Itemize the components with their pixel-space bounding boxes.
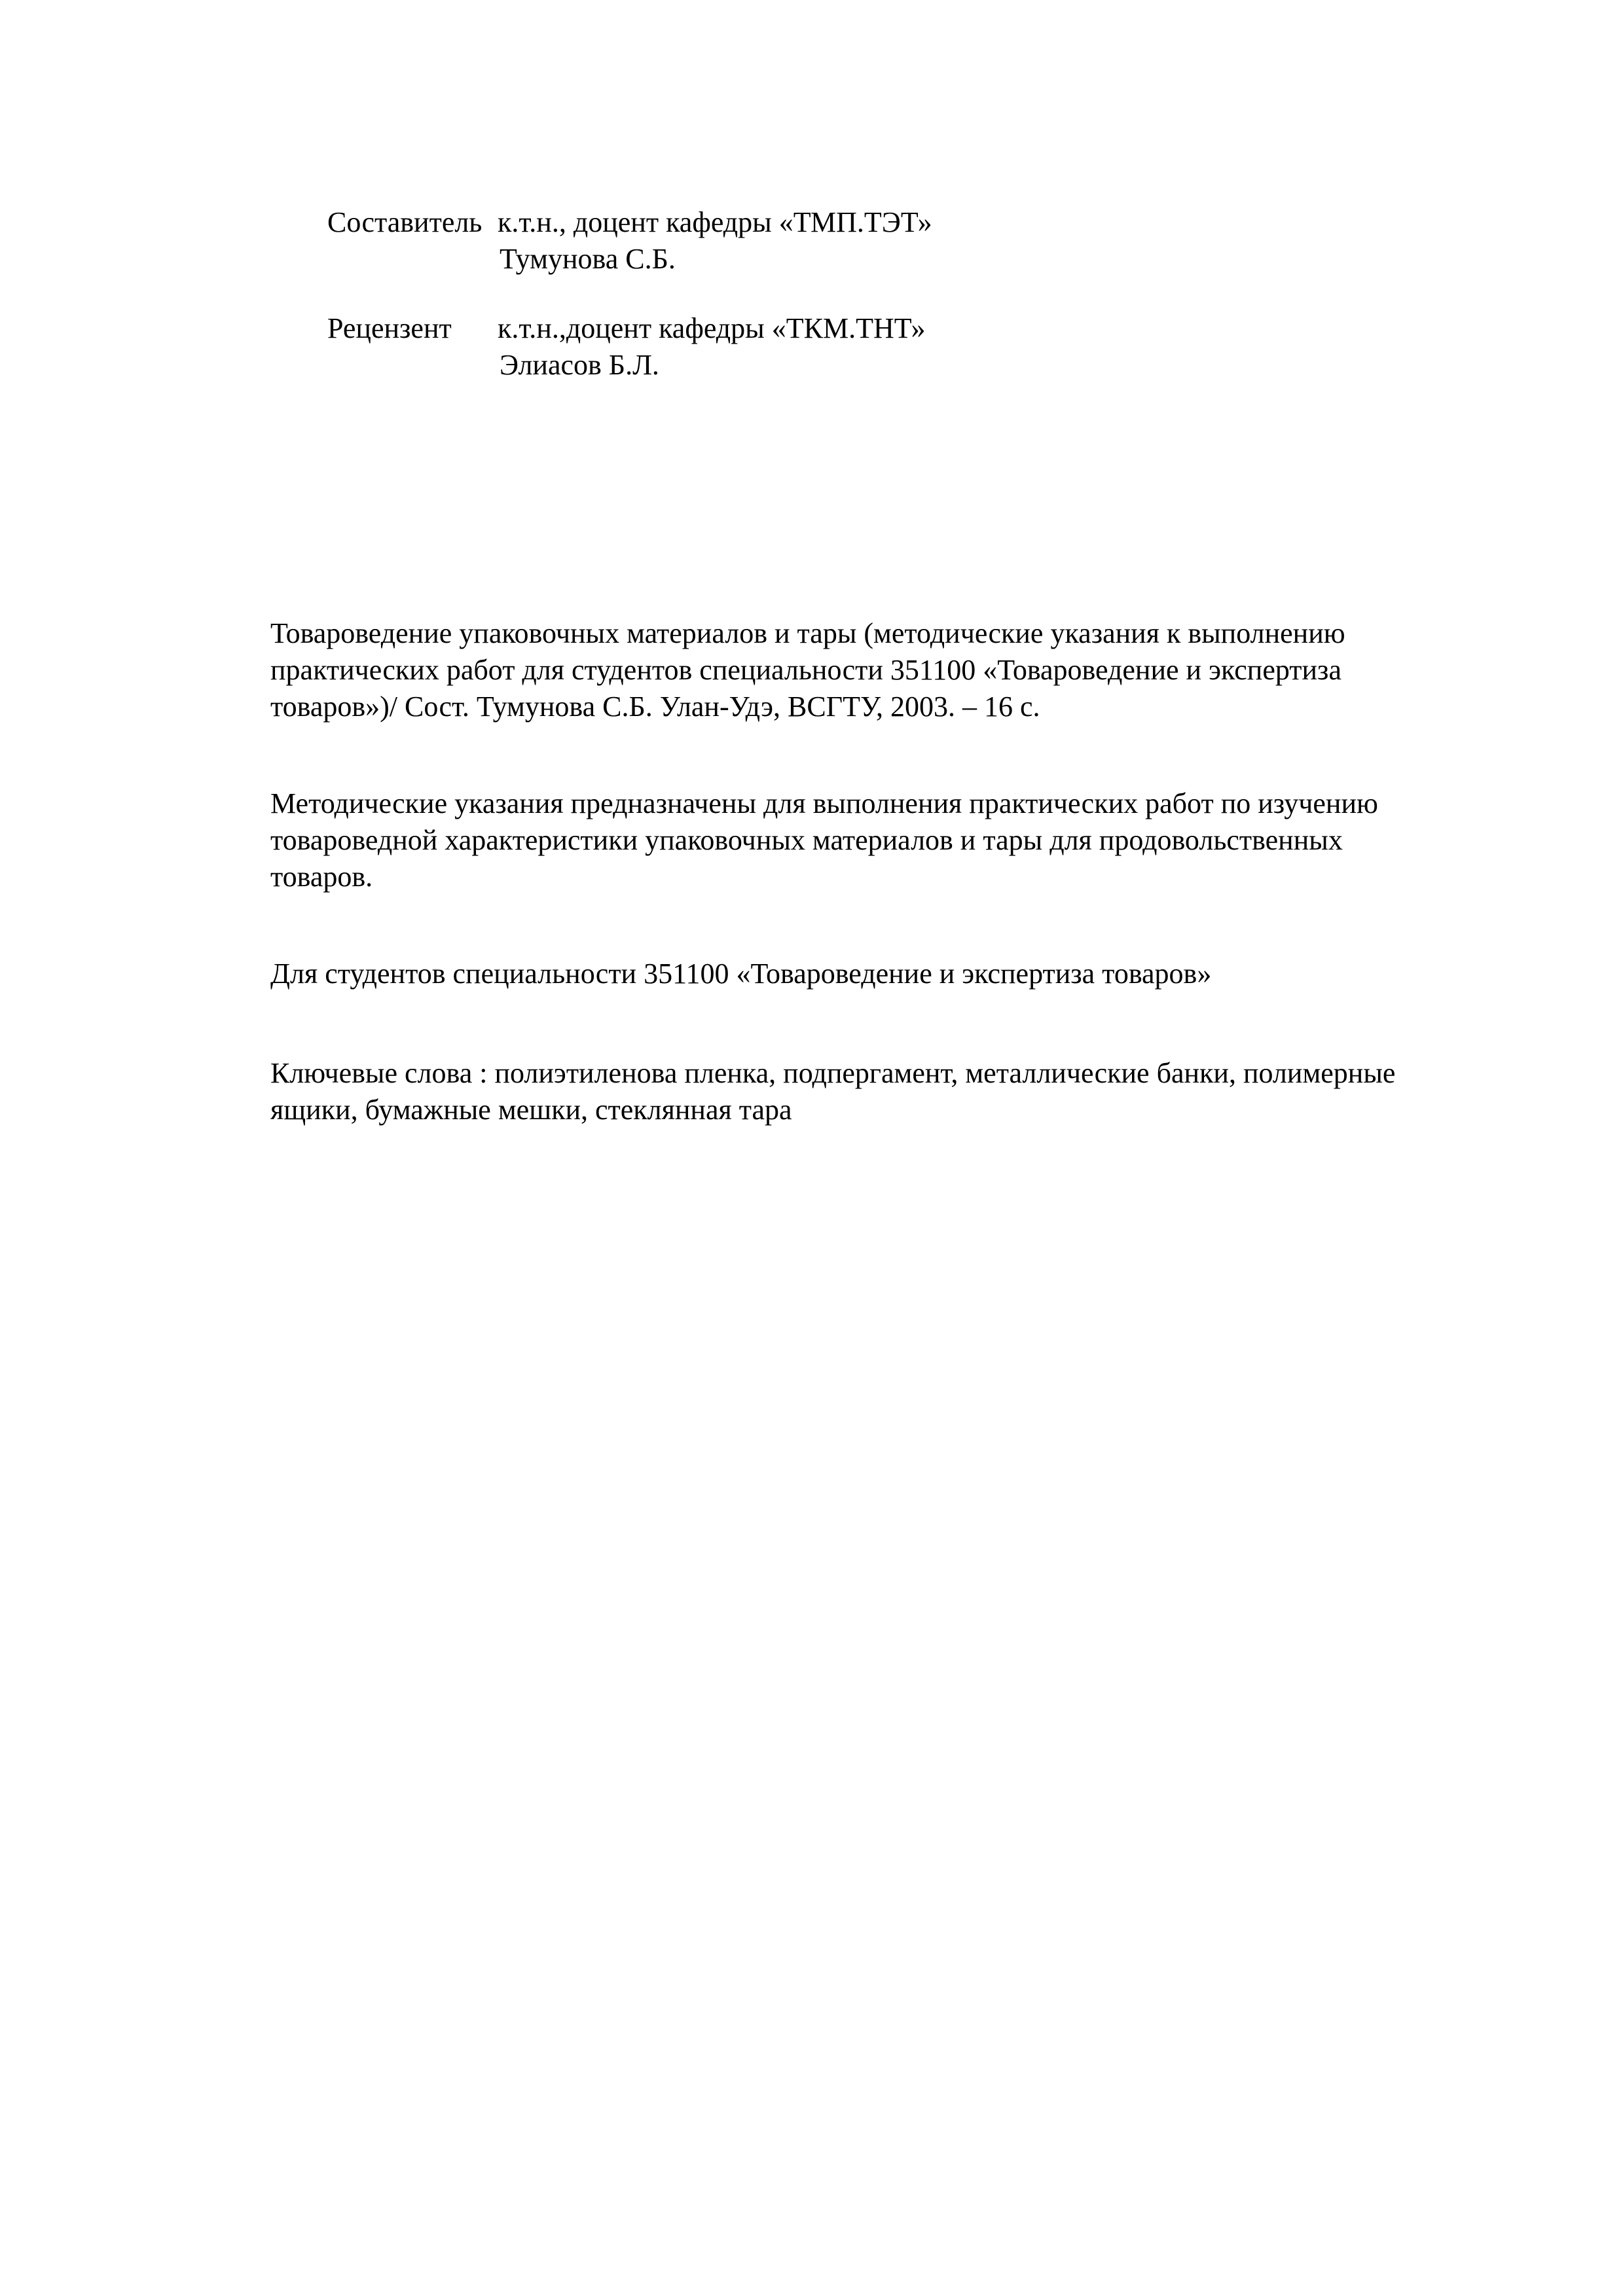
annotation-paragraph <box>270 785 1462 895</box>
credits-block <box>327 204 1178 384</box>
compiler-label: Составитель <box>327 206 483 238</box>
audience-paragraph <box>270 956 1462 992</box>
audience-text: Для студентов специальности 351100 «Товароведение и экспертиза товаров» <box>270 958 1212 990</box>
keywords-line: ящики, бумажные мешки, стеклянная тара <box>270 1094 792 1126</box>
bibliographic-description <box>270 615 1462 725</box>
keywords-line: Ключевые слова : полиэтиленова пленка, подпергамент, металлические банки, полимерные <box>270 1057 1396 1089</box>
compiler-name: Тумунова С.Б. <box>500 243 676 275</box>
compiler-row <box>327 204 1178 278</box>
reviewer-name: Элиасов Б.Л. <box>500 349 659 381</box>
reviewer-title: к.т.н.,доцент кафедры «ТКМ.ТНТ» <box>498 312 926 344</box>
reviewer-details <box>498 310 925 384</box>
bibliography-line: Товароведение упаковочных материалов и тары (методические указания к выполнению <box>270 617 1345 649</box>
annotation-line: товароведной характеристики упаковочных материалов и тары для продовольственных <box>270 824 1343 856</box>
compiler-details <box>498 204 932 278</box>
bibliography-line: товаров»)/ Сост. Тумунова С.Б. Улан-Удэ, ВСГТУ, 2003. – 16 с. <box>270 691 1040 723</box>
annotation-line: Методические указания предназначены для выполнения практических работ по изучению <box>270 787 1378 819</box>
reviewer-label: Рецензент <box>327 312 452 344</box>
annotation-line: товаров. <box>270 861 373 893</box>
bibliography-line: практических работ для студентов специальности 351100 «Товароведение и экспертиза <box>270 654 1341 686</box>
compiler-title: к.т.н., доцент кафедры «ТМП.ТЭТ» <box>498 206 932 238</box>
reviewer-row <box>327 310 1178 384</box>
keywords-paragraph <box>270 1055 1462 1128</box>
